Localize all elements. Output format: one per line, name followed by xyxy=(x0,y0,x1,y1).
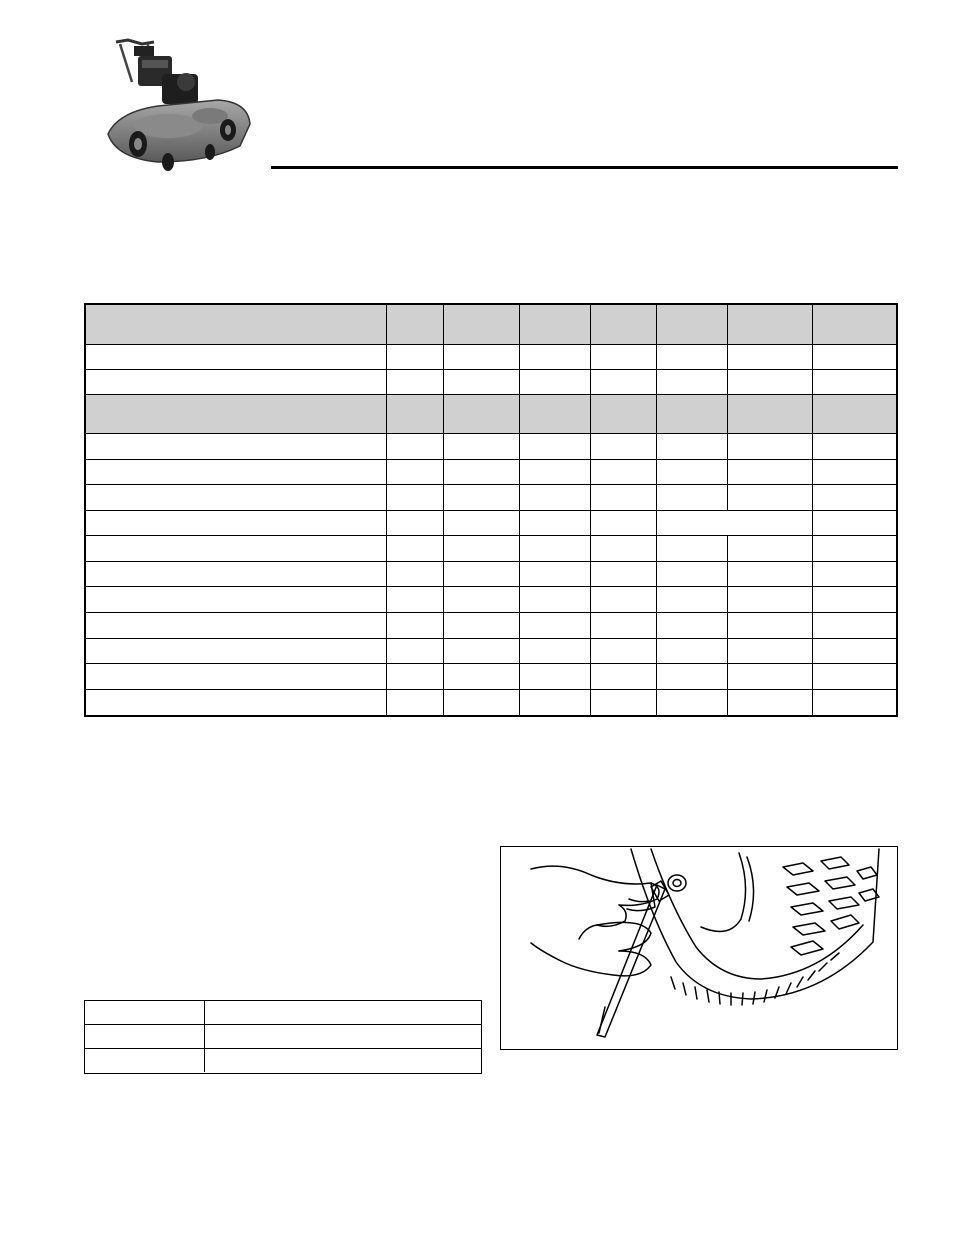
spec-row xyxy=(86,484,896,510)
spec-cell xyxy=(519,434,590,459)
spec-cell xyxy=(727,370,812,394)
spec-cell xyxy=(656,370,727,394)
spec-cell xyxy=(812,460,896,484)
spec-cell xyxy=(443,536,519,561)
spec-cell xyxy=(727,305,812,344)
spec-cell xyxy=(386,511,443,535)
pressure-cell xyxy=(205,1001,481,1024)
spec-cell xyxy=(519,395,590,433)
tire-gauge-figure xyxy=(500,846,898,1050)
spec-cell xyxy=(590,434,656,459)
spec-cell xyxy=(443,639,519,663)
spec-section-header-row xyxy=(86,394,896,433)
spec-row xyxy=(86,369,896,394)
spec-row xyxy=(86,586,896,612)
spec-cell xyxy=(656,395,727,433)
spec-cell xyxy=(812,345,896,369)
spec-cell xyxy=(443,370,519,394)
spec-row xyxy=(86,510,896,535)
spec-cell xyxy=(386,613,443,638)
spec-cell xyxy=(443,587,519,612)
pressure-cell xyxy=(85,1001,205,1024)
spec-cell xyxy=(386,536,443,561)
spec-cell xyxy=(386,305,443,344)
spec-cell xyxy=(590,370,656,394)
spec-cell xyxy=(386,639,443,663)
spec-row xyxy=(86,638,896,663)
spec-cell xyxy=(590,395,656,433)
spec-cell xyxy=(443,460,519,484)
spec-cell xyxy=(86,664,386,689)
spec-cell xyxy=(590,536,656,561)
spec-cell xyxy=(656,434,727,459)
spec-cell xyxy=(519,562,590,586)
spec-cell xyxy=(656,345,727,369)
spec-row xyxy=(86,561,896,586)
spec-cell xyxy=(86,690,386,715)
spec-cell xyxy=(86,395,386,433)
spec-row xyxy=(86,344,896,369)
spec-cell xyxy=(386,395,443,433)
spec-cell xyxy=(86,345,386,369)
spec-cell xyxy=(727,434,812,459)
spec-cell xyxy=(386,434,443,459)
spec-cell xyxy=(590,690,656,715)
spec-row xyxy=(86,612,896,638)
spec-cell xyxy=(656,485,727,510)
tire-pressure-gauge-icon xyxy=(501,847,897,1049)
spec-cell xyxy=(386,690,443,715)
spec-cell xyxy=(727,639,812,663)
spec-cell xyxy=(519,485,590,510)
spec-cell xyxy=(519,460,590,484)
spec-cell xyxy=(519,639,590,663)
spec-cell xyxy=(812,305,896,344)
spec-cell xyxy=(727,587,812,612)
spec-cell xyxy=(812,639,896,663)
spec-cell xyxy=(656,613,727,638)
spec-cell xyxy=(443,395,519,433)
spec-cell xyxy=(812,370,896,394)
spec-cell xyxy=(590,639,656,663)
spec-cell xyxy=(656,639,727,663)
spec-cell xyxy=(812,587,896,612)
spec-cell xyxy=(519,345,590,369)
spec-cell xyxy=(386,460,443,484)
spec-cell xyxy=(443,613,519,638)
spec-cell xyxy=(386,485,443,510)
spec-row xyxy=(86,689,896,715)
spec-row xyxy=(86,663,896,689)
spec-cell xyxy=(590,485,656,510)
spec-cell xyxy=(590,587,656,612)
pressure-table xyxy=(84,1000,482,1074)
spec-cell xyxy=(590,345,656,369)
spec-cell xyxy=(86,434,386,459)
spec-cell xyxy=(86,587,386,612)
spec-cell xyxy=(86,536,386,561)
spec-cell xyxy=(590,562,656,586)
pressure-cell xyxy=(205,1025,481,1048)
mower-photo xyxy=(98,34,258,180)
spec-cell xyxy=(656,460,727,484)
spec-cell xyxy=(656,536,727,561)
pressure-row xyxy=(85,1001,481,1024)
spec-cell xyxy=(443,562,519,586)
pressure-cell xyxy=(85,1049,205,1072)
spec-cell xyxy=(727,460,812,484)
spec-cell xyxy=(86,511,386,535)
pressure-row xyxy=(85,1024,481,1048)
spec-row xyxy=(86,535,896,561)
spec-cell xyxy=(656,587,727,612)
spec-cell xyxy=(727,395,812,433)
spec-cell xyxy=(86,460,386,484)
spec-cell xyxy=(727,664,812,689)
pressure-cell xyxy=(205,1049,481,1072)
spec-cell xyxy=(519,511,590,535)
pressure-cell xyxy=(85,1025,205,1048)
spec-cell xyxy=(812,485,896,510)
spec-cell xyxy=(519,536,590,561)
spec-cell xyxy=(519,690,590,715)
spec-cell xyxy=(656,690,727,715)
spec-cell xyxy=(590,511,656,535)
spec-cell xyxy=(590,664,656,689)
spec-cell xyxy=(519,664,590,689)
spec-cell xyxy=(519,370,590,394)
pressure-row xyxy=(85,1048,481,1072)
spec-cell xyxy=(86,370,386,394)
spec-cell xyxy=(727,613,812,638)
spec-cell xyxy=(386,587,443,612)
spec-cell xyxy=(727,562,812,586)
spec-cell xyxy=(519,305,590,344)
spec-cell xyxy=(656,664,727,689)
spec-cell xyxy=(386,562,443,586)
spec-cell xyxy=(812,536,896,561)
spec-cell xyxy=(443,511,519,535)
spec-cell xyxy=(727,690,812,715)
spec-cell xyxy=(443,305,519,344)
spec-cell xyxy=(519,587,590,612)
spec-row xyxy=(86,433,896,459)
spec-cell xyxy=(386,370,443,394)
spec-cell xyxy=(656,305,727,344)
spec-cell xyxy=(727,536,812,561)
spec-cell xyxy=(812,562,896,586)
spec-cell xyxy=(443,434,519,459)
spec-cell xyxy=(656,562,727,586)
spec-cell xyxy=(812,511,896,535)
spec-section-header-row xyxy=(86,305,896,344)
spec-table xyxy=(84,303,898,717)
spec-cell xyxy=(86,305,386,344)
spec-cell xyxy=(812,395,896,433)
spec-cell xyxy=(386,345,443,369)
spec-cell xyxy=(86,485,386,510)
spec-cell xyxy=(590,305,656,344)
spec-cell xyxy=(443,485,519,510)
spec-row xyxy=(86,459,896,484)
spec-cell xyxy=(590,460,656,484)
header-rule xyxy=(271,166,898,169)
spec-cell xyxy=(519,613,590,638)
spec-cell xyxy=(443,690,519,715)
spec-cell xyxy=(812,613,896,638)
spec-cell xyxy=(656,511,812,535)
spec-cell xyxy=(590,613,656,638)
spec-cell xyxy=(812,664,896,689)
spec-cell xyxy=(727,345,812,369)
spec-cell xyxy=(812,690,896,715)
spec-cell xyxy=(443,345,519,369)
spec-cell xyxy=(86,639,386,663)
spec-cell xyxy=(727,485,812,510)
spec-cell xyxy=(86,613,386,638)
spec-cell xyxy=(386,664,443,689)
spec-cell xyxy=(812,434,896,459)
spec-cell xyxy=(86,562,386,586)
spec-cell xyxy=(443,664,519,689)
